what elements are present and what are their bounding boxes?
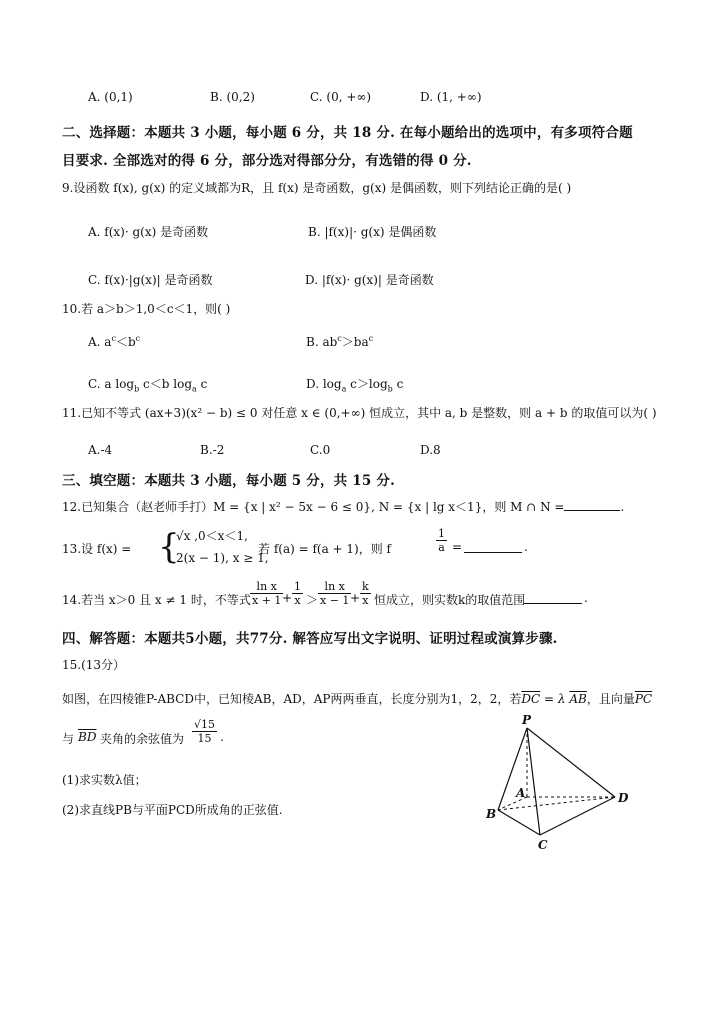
q9-option-b: B. |f(x)|· g(x) 是偶函数 <box>308 225 437 239</box>
section3-heading: 三、填空题：本题共 3 小题，每小题 5 分，共 15 分. <box>62 473 395 489</box>
q10-d-part2: c＞log <box>346 377 388 391</box>
edge-pc <box>527 728 540 835</box>
label-a: A <box>516 786 526 800</box>
q14-plus1: + <box>282 591 293 605</box>
q15-p2c: . <box>220 730 224 744</box>
q12 <box>62 498 624 515</box>
q9-option-d: D. |f(x)· g(x)| 是奇函数 <box>305 273 434 287</box>
q15-cos-fraction <box>192 718 217 745</box>
q14-tail: 恒成立，则实数k的取值范围 <box>374 593 526 607</box>
q9-stem: 9.设函数 f(x), g(x) 的定义域都为R，且 f(x) 是奇函数，g(x) 是偶函数，则下列结论正确的是( ) <box>62 181 572 195</box>
q10-b-sup2: c <box>368 334 374 343</box>
q14-frac3-num: ln x <box>318 580 351 594</box>
q15-cos-num: √15 <box>194 718 216 731</box>
q10-d-sub2: b <box>387 384 393 394</box>
q10-c-sub1: b <box>134 384 140 394</box>
q8-option-b: B. (0,2) <box>210 90 255 104</box>
q12-end: . <box>620 500 625 514</box>
q15-vec-ab: $\overline{AB}$ <box>569 692 587 706</box>
q15-para1 <box>62 690 652 707</box>
q10-a-sup1: c <box>111 334 116 343</box>
q13-answer-blank[interactable] <box>464 540 522 553</box>
q14-frac1 <box>250 580 283 607</box>
q10-a-base: A. a <box>88 335 112 349</box>
q13-frac-num: 1 <box>438 527 445 540</box>
q10-b-base: B. ab <box>306 335 338 349</box>
q13-mid: 若 f(a) = f(a + 1)，则 f <box>258 542 391 556</box>
q10-option-a <box>88 333 140 350</box>
q13-brace: { <box>158 527 180 567</box>
q14-lead: 14.若当 x＞0 且 x ≠ 1 时，不等式 <box>62 593 251 607</box>
label-b: B <box>486 807 497 821</box>
q14-frac4-den: x <box>362 594 369 607</box>
label-p: P <box>522 713 532 727</box>
q11-option-b: B.-2 <box>200 443 225 457</box>
q15-p2a: 与 <box>62 732 75 746</box>
q14-frac3 <box>318 580 351 607</box>
q10-c-part1: C. a log <box>88 377 135 391</box>
q15-sub1: (1)求实数λ值； <box>62 773 147 787</box>
q10-d-part1: D. log <box>306 377 342 391</box>
label-c: C <box>538 838 548 852</box>
q10-b-sup1: c <box>337 334 342 343</box>
q11-option-d: D.8 <box>420 443 441 457</box>
q11-option-a: A.-4 <box>88 443 113 457</box>
q10-a-mid: ＜b <box>115 335 136 349</box>
q13-case2: 2(x − 1), x ≥ 1, <box>176 551 269 565</box>
q15-eq: = λ <box>540 692 570 706</box>
q12-text: 12.已知集合（赵老师手打）M = {x | x² − 5x − 6 ≤ 0}, N = {x | lg x＜1}，则 M ∩ N = <box>62 500 565 514</box>
edge-cd <box>540 797 615 835</box>
q10-option-c <box>88 375 207 393</box>
edge-bc <box>498 810 540 835</box>
q12-answer-blank[interactable] <box>564 498 620 511</box>
q15-vec-dc: $\overline{DC}$ <box>521 692 541 706</box>
q10-d-part3: c <box>392 377 404 391</box>
q15-p1a: 如图，在四棱锥P-ABCD中，已知棱AB，AD，AP两两垂直，长度分别为1，2，2，若 <box>62 692 522 706</box>
q10-a-sup2: c <box>135 334 141 343</box>
section4-heading: 四、解答题：本题共5小题，共77分. 解答应写出文字说明、证明过程或演算步骤. <box>62 631 558 647</box>
q13-dot: . <box>524 540 528 554</box>
q10-c-part2: c＜b log <box>139 377 193 391</box>
q10-option-d <box>306 375 403 393</box>
section2-heading-line1: 二、选择题：本题共 3 小题，每小题 6 分，共 18 分. 在每小题给出的选项中，有多项符合题 <box>62 125 633 141</box>
q10-c-part3: c <box>196 377 208 391</box>
q9-option-c: C. f(x)·|g(x)| 是奇函数 <box>88 273 213 287</box>
q15-vec-pc: $\overline{PC}$ <box>634 692 653 706</box>
q14-dot: . <box>584 591 588 605</box>
q10-b-mid: ＞ba <box>341 335 369 349</box>
q13-case1: √x ,0＜x＜1, <box>176 529 248 543</box>
q8-option-d: D. (1, +∞) <box>420 90 482 104</box>
q11-stem: 11.已知不等式 (ax+3)(x² − b) ≤ 0 对任意 x ∈ (0,+∞) 恒成立，其中 a, b 是整数，则 a + b 的取值可以为( ) <box>62 406 657 420</box>
q14-frac4 <box>360 580 371 607</box>
q11-option-c: C.0 <box>310 443 331 457</box>
q13-equals: = <box>452 540 463 554</box>
q10-c-sub2: a <box>192 384 197 394</box>
q13-frac-den: a <box>438 541 445 554</box>
q14-answer-blank[interactable] <box>524 591 582 604</box>
q14-gt: ＞ <box>306 593 319 607</box>
pyramid-figure <box>480 712 640 854</box>
q15-cos-den: 15 <box>197 732 212 745</box>
q8-option-a: A. (0,1) <box>88 90 133 104</box>
q9-option-a: A. f(x)· g(x) 是奇函数 <box>88 225 209 239</box>
label-d: D <box>618 791 629 805</box>
q10-option-b <box>306 333 373 350</box>
q14-frac2-den: x <box>294 594 301 607</box>
q15-vec-bd: $\overline{BD}$ <box>78 730 97 744</box>
q15-para2 <box>62 718 262 754</box>
q14-frac2 <box>292 580 303 607</box>
q15-sub2: (2)求直线PB与平面PCD所成角的正弦值. <box>62 803 283 817</box>
q10-d-sub1: a <box>341 384 347 394</box>
q15-header: 15.(13分） <box>62 658 126 672</box>
q14-frac1-den: x + 1 <box>252 594 282 607</box>
q13-fraction <box>436 527 447 554</box>
q10-stem: 10.若 a＞b＞1,0＜c＜1，则( ) <box>62 302 231 316</box>
q13-lead: 13.设 f(x) = <box>62 542 132 556</box>
q14-plus2: + <box>350 591 361 605</box>
q15-p1b: ，且向量 <box>586 692 635 706</box>
q14-frac3-den: x − 1 <box>320 594 350 607</box>
edge-pd <box>527 728 615 797</box>
section2-heading-line2: 目要求. 全部选对的得 6 分，部分选对得部分分，有选错的得 0 分. <box>62 153 472 169</box>
q14-frac2-num: 1 <box>294 580 301 593</box>
q14-frac4-num: k <box>362 580 369 593</box>
q14-frac1-num: ln x <box>250 580 283 594</box>
q15-p2b: 夹角的余弦值为 <box>100 732 185 746</box>
q8-option-c: C. (0, +∞) <box>310 90 372 104</box>
